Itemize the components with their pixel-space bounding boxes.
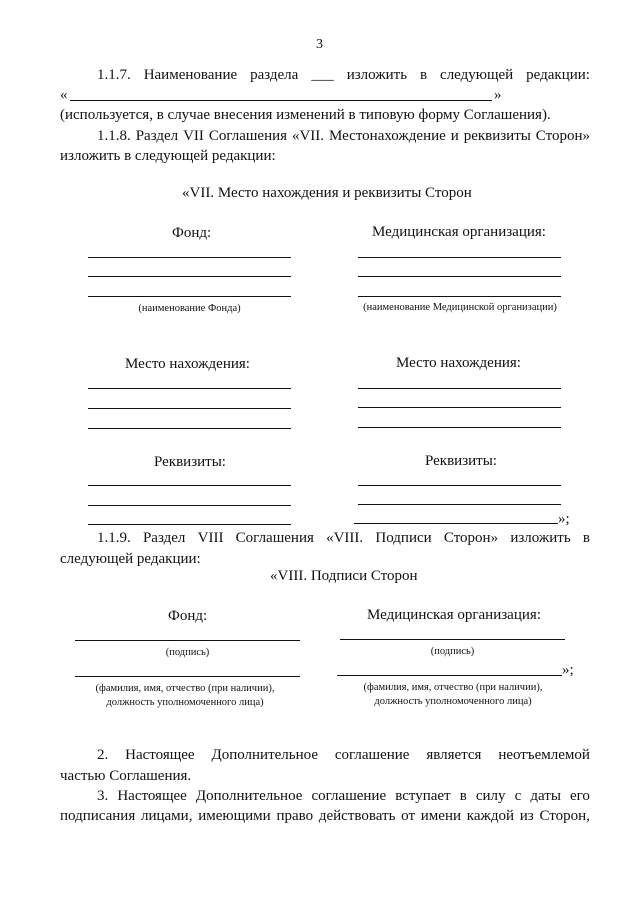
word: редакции:	[526, 67, 590, 83]
word: каждой	[466, 808, 515, 824]
name-caption-left-line1: (фамилия, имя, отчество (при наличии),	[95, 683, 275, 694]
word: в	[582, 530, 590, 546]
word: ___	[311, 67, 334, 83]
signature-caption-left: (подпись)	[165, 647, 210, 658]
word: 2.	[97, 747, 109, 763]
fill-line	[88, 276, 291, 277]
section-8-end-mark: »;	[562, 662, 574, 678]
word: 1.1.7.	[97, 67, 131, 83]
word: соглашение	[334, 747, 410, 763]
fill-line	[88, 408, 291, 409]
word: «VIII.	[326, 530, 364, 546]
name-line-right	[337, 675, 562, 676]
open-quote: «	[60, 87, 68, 103]
name-line-left	[75, 676, 300, 677]
fill-line	[88, 257, 291, 258]
med-org-label-signatures: Медицинская организация:	[367, 607, 541, 623]
details-label-left: Реквизиты:	[154, 454, 226, 470]
fill-line	[358, 388, 561, 389]
word: соглашение	[311, 788, 387, 804]
word: имеющими	[198, 808, 271, 824]
word: 1.1.9.	[97, 530, 131, 546]
paragraph-3-line2	[60, 807, 590, 825]
clause-1-1-9-heading	[97, 529, 590, 547]
word: действовать	[318, 808, 396, 824]
fill-line	[358, 276, 561, 277]
fill-line	[358, 296, 561, 297]
word: от	[401, 808, 416, 824]
fill-line	[358, 427, 561, 428]
word: «VII.	[291, 128, 325, 144]
clause-1-1-7-note: (используется, в случае внесения изменений в типовую форму Соглашения).	[60, 107, 551, 123]
page-number: 3	[316, 37, 323, 52]
word: Дополнительное	[195, 788, 303, 804]
word: 1.1.8.	[97, 128, 131, 144]
word: 3.	[97, 788, 109, 804]
word: Наименование	[143, 67, 238, 83]
word: изложить	[346, 67, 408, 83]
fill-line	[88, 485, 291, 486]
word: реквизиты	[463, 128, 531, 144]
signature-line-left	[75, 640, 300, 641]
fill-line	[358, 407, 561, 408]
signature-caption-right: (подпись)	[430, 646, 475, 657]
word: следующей	[440, 67, 514, 83]
clause-1-1-8-line2: изложить в следующей редакции:	[60, 148, 276, 164]
name-caption-right-line1: (фамилия, имя, отчество (при наличии),	[363, 682, 543, 693]
details-label-right: Реквизиты:	[425, 453, 497, 469]
word: подписания	[60, 808, 136, 824]
paragraph-2-line2: частью Соглашения.	[60, 768, 192, 784]
word: в	[459, 788, 467, 804]
fill-line	[88, 388, 291, 389]
word: лицами,	[140, 808, 193, 824]
paragraph-3-line1	[97, 787, 590, 805]
word: в	[420, 67, 428, 83]
location-label-right: Место нахождения:	[396, 355, 521, 371]
fill-line	[354, 523, 558, 524]
word: Дополнительное	[211, 747, 318, 763]
word: силу	[475, 788, 506, 804]
word: его	[570, 788, 590, 804]
word: изложить	[510, 530, 571, 546]
word: имени	[420, 808, 462, 824]
fill-line	[88, 296, 291, 297]
word: Сторон»	[535, 128, 590, 144]
word: Раздел	[142, 530, 186, 546]
word: раздела	[250, 67, 299, 83]
word: вступает	[395, 788, 451, 804]
section-7-end-mark: »;	[558, 511, 570, 527]
clause-1-1-9-line2: следующей редакции:	[60, 551, 201, 567]
section-7-title: «VII. Место нахождения и реквизиты Сторон	[182, 185, 472, 201]
word: даты	[530, 788, 561, 804]
section-8-title: «VIII. Подписи Сторон	[270, 568, 418, 584]
name-caption-left-line2: должность уполномоченного лица)	[106, 697, 264, 708]
fill-line	[358, 485, 561, 486]
fill-line	[358, 257, 561, 258]
fund-label-signatures: Фонд:	[168, 608, 208, 624]
clause-1-1-8-heading	[97, 127, 590, 145]
word: Раздел	[135, 128, 179, 144]
signature-line-right	[340, 639, 565, 640]
word: VIII	[197, 530, 224, 546]
med-org-label: Медицинская организация:	[372, 224, 546, 240]
word: VII	[183, 128, 204, 144]
fill-line	[358, 504, 561, 505]
fill-line	[88, 428, 291, 429]
word: Соглашения	[235, 530, 314, 546]
fill-line	[70, 100, 492, 101]
word: с	[514, 788, 522, 804]
word: Подписи	[375, 530, 432, 546]
close-quote: »	[494, 87, 502, 103]
med-org-name-caption: (наименование Медицинской организации)	[363, 302, 557, 313]
word: Настоящее	[117, 788, 187, 804]
word: неотъемлемой	[498, 747, 590, 763]
word: право	[276, 808, 314, 824]
word: Настоящее	[125, 747, 195, 763]
word: Сторон»	[443, 530, 499, 546]
location-label-left: Место нахождения:	[125, 356, 250, 372]
fund-name-caption: (наименование Фонда)	[138, 303, 241, 314]
word: Сторон,	[539, 808, 590, 824]
fund-label: Фонд:	[172, 225, 212, 241]
word: и	[450, 128, 459, 144]
fill-line	[88, 524, 291, 525]
clause-1-1-7-heading	[97, 66, 590, 84]
name-caption-right-line2: должность уполномоченного лица)	[374, 696, 532, 707]
word: из	[519, 808, 534, 824]
word: Местонахождение	[328, 128, 446, 144]
fill-line	[88, 505, 291, 506]
paragraph-2-line1	[97, 746, 590, 764]
word: Соглашения	[208, 128, 288, 144]
word: является	[426, 747, 482, 763]
